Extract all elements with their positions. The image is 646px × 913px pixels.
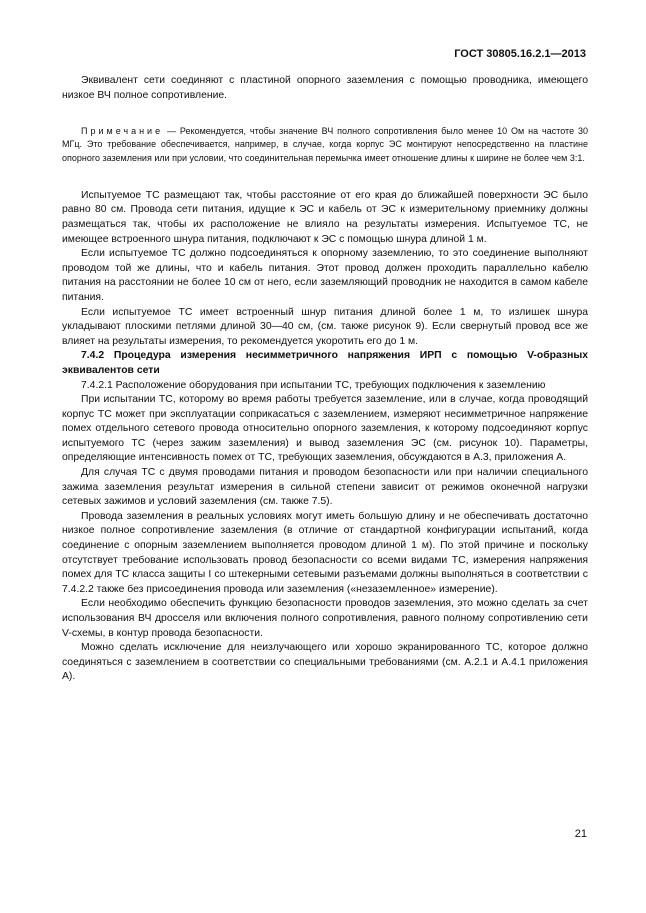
note-label: Примечание [81, 126, 164, 137]
paragraph-grounded-test: При испытании ТС, которому во время работы требуется заземление, или в случае, когда проводящий корпус ТС может при эксплуатации соприкасаться с заземлением, измеряют несимметричное напряжение помех отдельного сетевого провода относительно опорного заземления, к которому подсоединяют корпус испытуемого ТС (через зажим заземления) и вывод заземления ЭС (см. рисунок 10). Параметры, определяющие интенсивность помех от ТС, требующих заземления, обсуждаются в А.3, приложения А. [62, 394, 588, 464]
paragraph-network-equivalent: Эквивалент сети соединяют с пластиной опорного заземления с помощью проводника, имеющего низкое ВЧ полное сопротивление. [62, 75, 588, 101]
paragraph-power-cord: Если испытуемое ТС имеет встроенный шнур питания длиной более 1 м, то излишек шнура укладывают плоскими петлями длиной 30—40 см, (см. также рисунок 9). Если свернутый провод все же влияет на результаты измерения, то рекомендуется укоротить его до 1 м. [62, 306, 588, 347]
spacer [62, 165, 588, 189]
paragraph-exception: Можно сделать исключение для неизлучающего или хорошо экранированного ТС, которое должно соединяться с заземлением в соответствии со специальными требованиями (см. А.2.1 и А.4.1 приложения А). [62, 642, 588, 683]
note-paragraph [62, 125, 588, 165]
section-heading-7-4-2: 7.4.2 Процедура измерения несимметричного напряжения ИРП с помощью V-образных эквивалентов сети [62, 350, 588, 376]
paragraph-7-4-2-1: 7.4.2.1 Расположение оборудования при испытании ТС, требующих подключения к заземлению [81, 379, 546, 391]
paragraph-grounding-wire: Если испытуемое ТС должно подсоединяться к опорному заземлению, то это соединение выполняют проводом той же длины, что и кабель питания. Этот провод должен проходить параллельно кабелю питания на расстоянии не более 10 см от него, если заземляющий проводник не находится в самом кабеле питания. [62, 248, 588, 303]
note-text: — Рекомендуется, чтобы значение ВЧ полного сопротивления было менее 10 Ом на частоте 30 МГц. Это требование обеспечивается, например, в случае, когда корпус ЭС монтируют непосредственно на пластине опорного заземления или при условии, что соединительная перемычка имеет отношение длины к ширине не более чем 3:1. [62, 126, 588, 163]
paragraph-safety-function: Если необходимо обеспечить функцию безопасности проводов заземления, это можно сделать за счет использования ВЧ дросселя или включения полного сопротивления, равного полному сопротивлению сети V-схемы, в контур провода безопасности. [62, 598, 588, 639]
spacer [62, 103, 588, 125]
page-number: 21 [574, 828, 587, 840]
document-code-header: ГОСТ 30805.16.2.1—2013 [454, 48, 586, 60]
paragraph-ground-wires: Провода заземления в реальных условиях могут иметь большую длину и не обеспечивать достаточно низкое полное сопротивление заземления (в отличие от стандартной конфигурации испытаний, когда соединение с опорным заземлением выполняется проводом длиной 1 м). По этой причине и поскольку отсутствует требование использовать провод безопасности со всеми видами ТС, измерения напряжения помех для ТС класса защиты I со штекерными сетевыми разъемами должны выполняться в соответствии с 7.4.2.2 также без присоединения провода или заземления («незаземленное» измерение). [62, 510, 588, 595]
paragraph-two-wire-case: Для случая ТС с двумя проводами питания и проводом безопасности или при наличии специального зажима заземления результат измерения в сильной степени зависит от режимов оконечной нагрузки сетевых зажимов и условий заземления (см. также 7.5). [62, 467, 588, 508]
paragraph-placement: Испытуемое ТС размещают так, чтобы расстояние от его края до ближайшей поверхности ЭС было равно 80 см. Провода сети питания, идущие к ЭС и кабель от ЭС к измерительному приемнику должны размещаться так, чтобы их расположение не влияло на результаты измерения. Испытуемое ТС, не имеющее встроенного шнура питания, подключают к ЭС с помощью шнура длиной 1 м. [62, 189, 588, 245]
document-body [62, 74, 588, 685]
